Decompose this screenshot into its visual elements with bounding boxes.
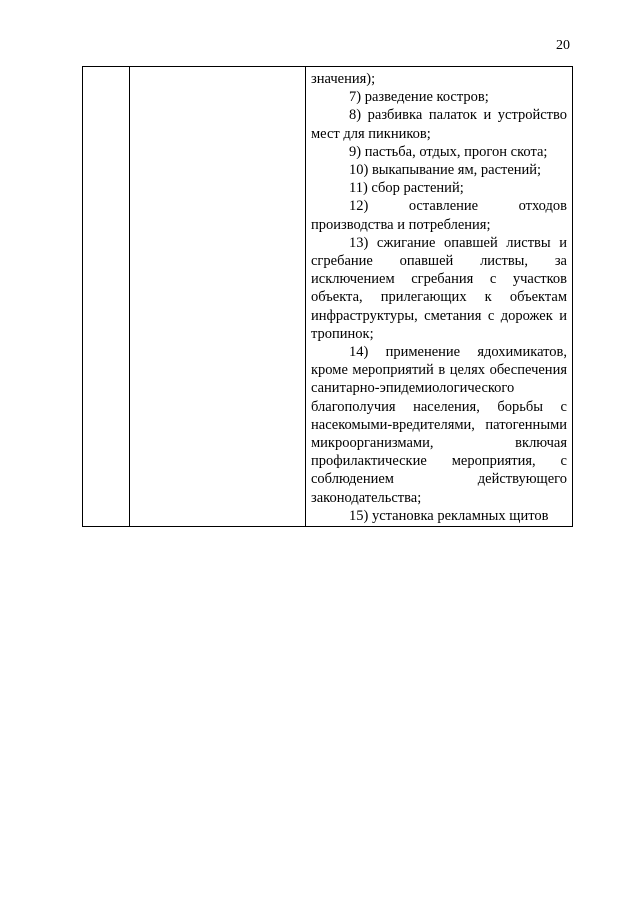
restriction-paragraph: 10) выкапывание ям, растений;: [349, 162, 542, 179]
restriction-paragraph: 14) применение ядохимикатов, кроме мероприятий в целях обеспечения санитарно-эпидемиологического благополучия населения, борьбы с насекомыми-вредителями, патогенными микроорганизмами, включая профилактические мероприятия, с соблюдением действующего законодательства;: [311, 344, 567, 506]
document-table: [82, 66, 573, 527]
restriction-paragraph: 8) разбивка палаток и устройство мест для пикников;: [311, 107, 567, 142]
table-cell-name: [130, 67, 306, 527]
restriction-paragraph: 9) пастьба, отдых, прогон скота;: [349, 143, 548, 160]
restriction-paragraph: 12) оставление отходов производства и потребления;: [311, 198, 567, 233]
table-cell-number: [83, 67, 130, 527]
restriction-paragraph: 11) сбор растений;: [349, 180, 464, 197]
table-cell-restrictions: [306, 67, 573, 527]
restrictions-text: [306, 67, 572, 526]
restriction-paragraph: 13) сжигание опавшей листвы и сгребание опавшей листвы, за исключением сгребания с участков объекта, прилегающих к объектам инфраструктуры, сметания с дорожек и тропинок;: [311, 234, 567, 342]
page-number: 20: [556, 38, 570, 53]
table-row: [83, 67, 573, 527]
restriction-paragraph: значения);: [311, 71, 376, 87]
restriction-paragraph: 15) установка рекламных щитов: [349, 507, 549, 524]
restriction-paragraph: 7) разведение костров;: [349, 89, 489, 106]
